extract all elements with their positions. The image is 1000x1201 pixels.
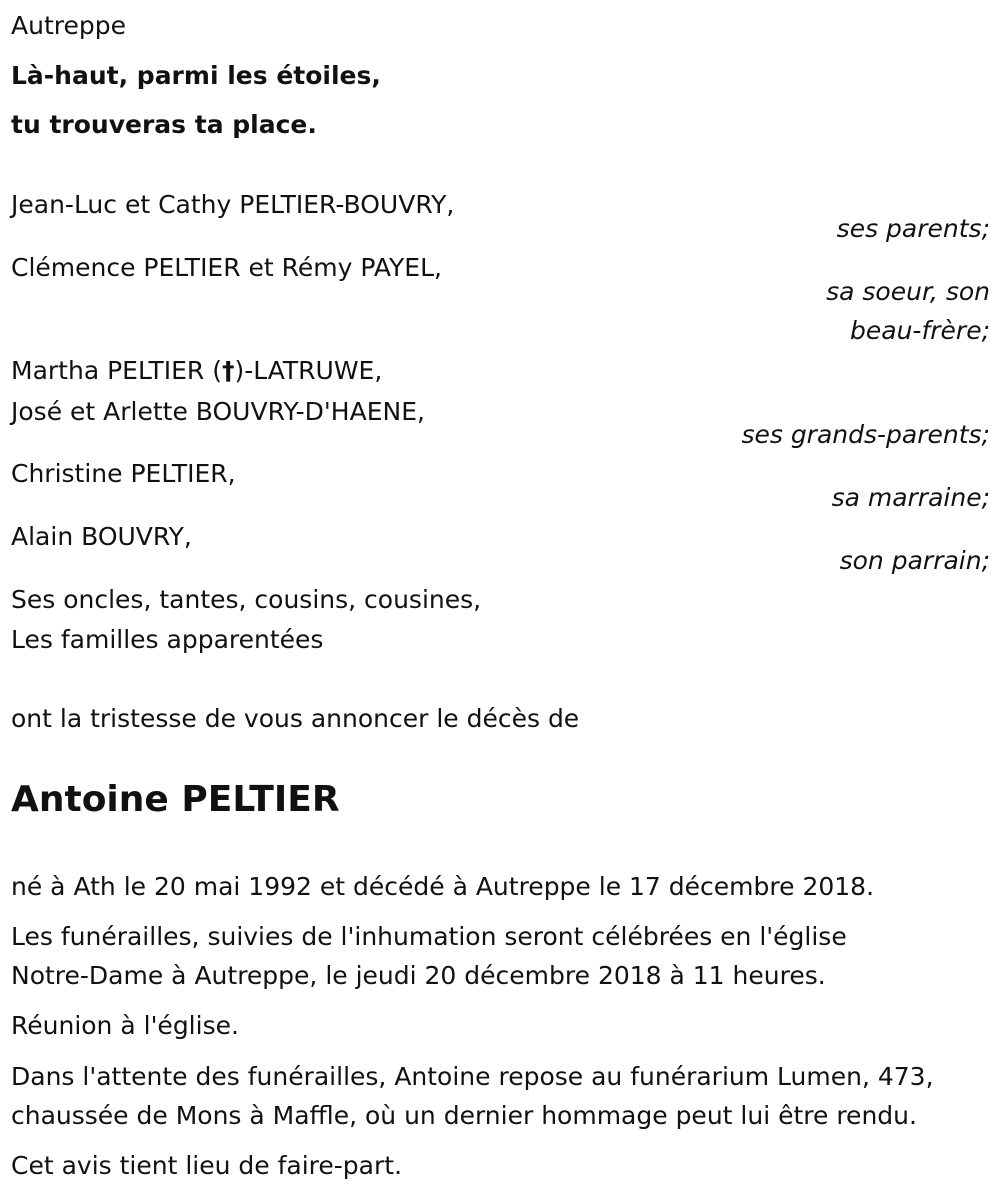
closing-note: Cet avis tient lieu de faire-part. — [11, 1151, 403, 1180]
family-extended-line-2: Les familles apparentées — [11, 625, 324, 654]
deceased-name: Antoine PELTIER — [11, 779, 340, 820]
verse-line-2: tu trouveras ta place. — [11, 110, 317, 139]
family-grandparents-relation: ses grands-parents; — [741, 420, 990, 449]
grandmother-name-start: Martha PELTIER ( — [11, 356, 222, 385]
family-grandparents-names: José et Arlette BOUVRY-D'HAENE, — [11, 397, 425, 426]
family-sister-relation-1: sa soeur, son — [826, 277, 990, 306]
family-sister-relation-2: beau-frère; — [850, 316, 990, 345]
birth-death-details: né à Ath le 20 mai 1992 et décédé à Autreppe le 17 décembre 2018. — [11, 872, 875, 901]
funeral-details-line-1: Les funérailles, suivies de l'inhumation seront célébrées en l'église — [11, 922, 847, 951]
location: Autreppe — [11, 11, 126, 40]
verse-line-1: Là-haut, parmi les étoiles, — [11, 61, 381, 90]
funeral-details-line-2: Notre-Dame à Autreppe, le jeudi 20 décembre 2018 à 11 heures. — [11, 961, 826, 990]
family-grandmother-names — [11, 352, 382, 390]
cross-icon: † — [221, 356, 235, 385]
family-extended-line-1: Ses oncles, tantes, cousins, cousines, — [11, 585, 482, 614]
family-godfather-relation: son parrain; — [839, 546, 990, 575]
family-godmother-names: Christine PELTIER, — [11, 459, 236, 488]
family-parents-relation: ses parents; — [836, 214, 990, 243]
grandmother-name-end: )-LATRUWE, — [234, 356, 383, 385]
family-godfather-names: Alain BOUVRY, — [11, 522, 192, 551]
family-godmother-relation: sa marraine; — [831, 483, 990, 512]
family-parents-names: Jean-Luc et Cathy PELTIER-BOUVRY, — [11, 190, 455, 219]
resting-details-line-1: Dans l'attente des funérailles, Antoine repose au funérarium Lumen, 473, — [11, 1062, 934, 1091]
announcement: ont la tristesse de vous annoncer le décès de — [11, 704, 580, 733]
family-sister-names: Clémence PELTIER et Rémy PAYEL, — [11, 253, 442, 282]
reunion-details: Réunion à l'église. — [11, 1011, 239, 1040]
resting-details-line-2: chaussée de Mons à Maffle, où un dernier hommage peut lui être rendu. — [11, 1101, 917, 1130]
